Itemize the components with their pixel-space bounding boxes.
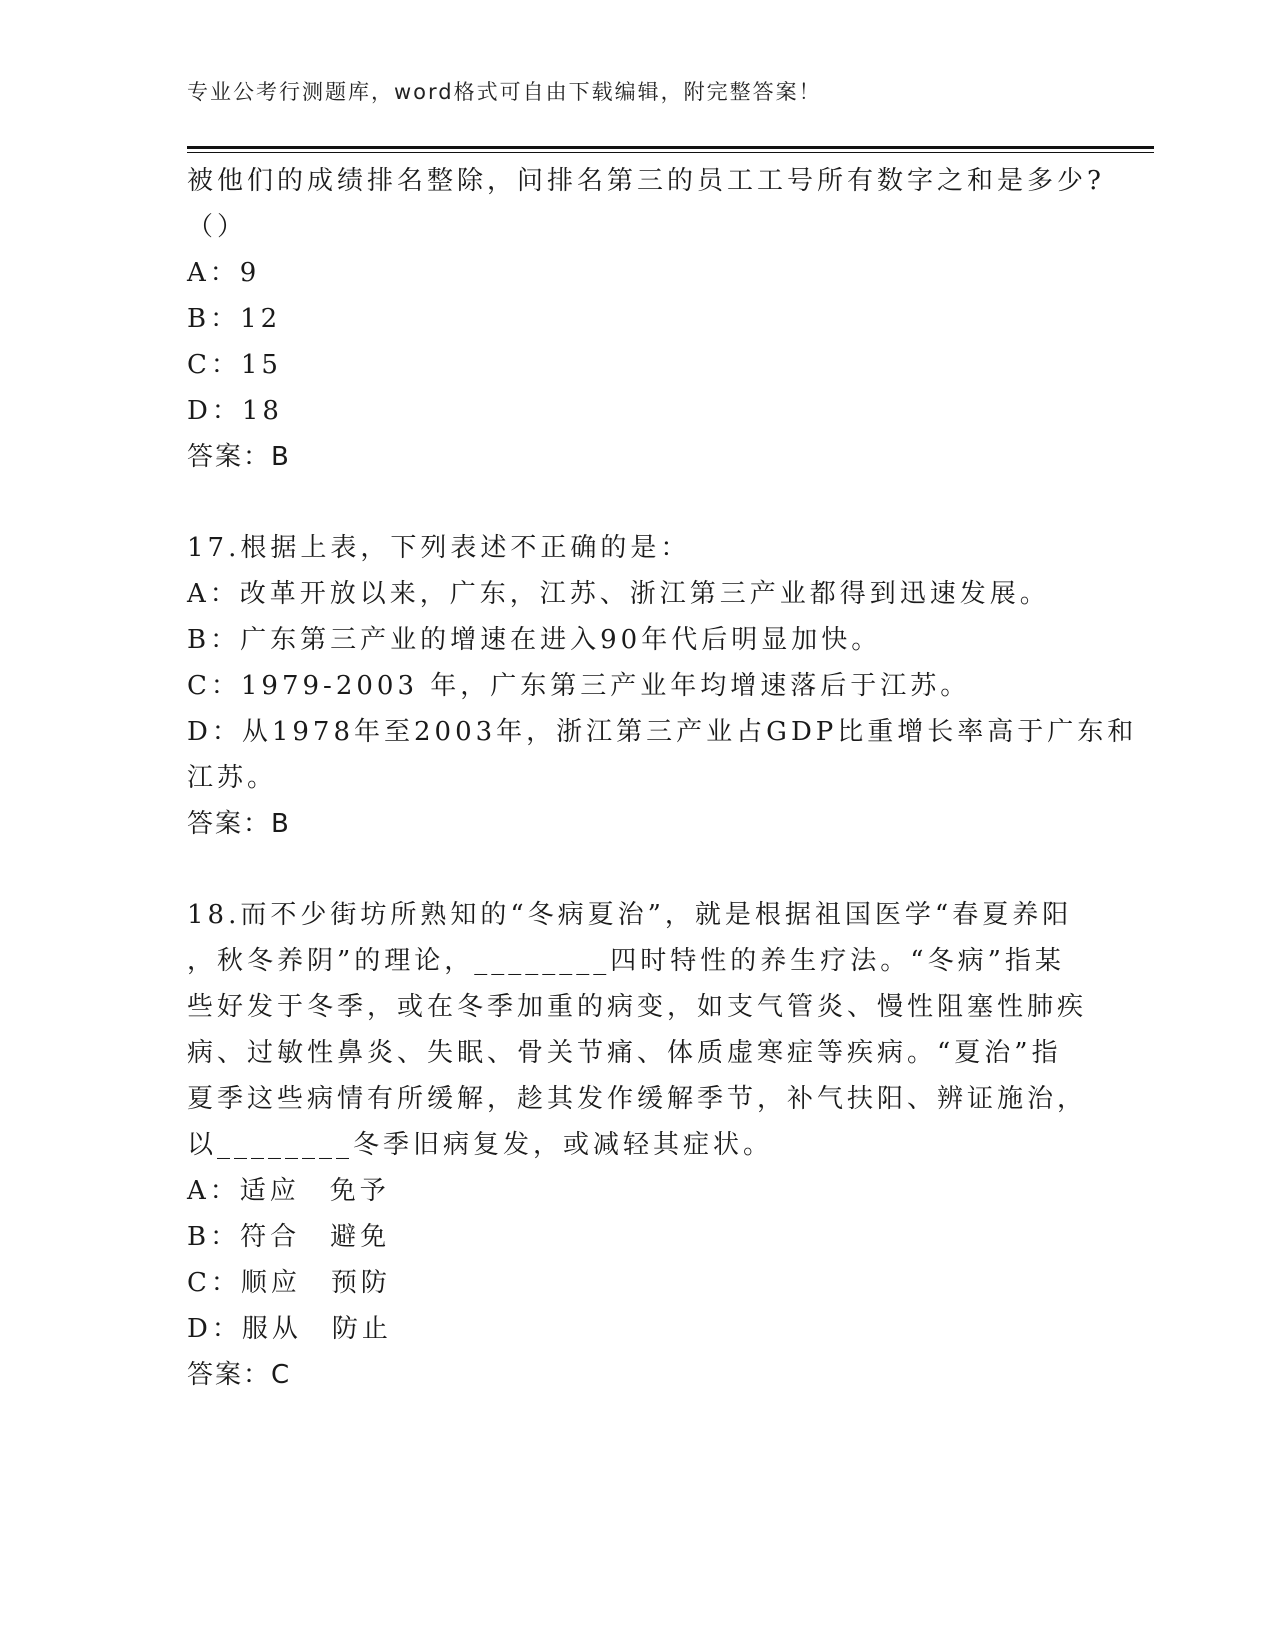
question-17-option-c: C：1979-2003 年，广东第三产业年均增速落后于江苏。 (187, 671, 971, 701)
question-16-option-a: A：9 (187, 258, 261, 288)
question-16-answer: 答案：B (187, 442, 291, 472)
question-18-answer: 答案：C (187, 1360, 292, 1390)
question-18-text-line: ，秋冬养阴”的理论，________四时特性的养生疗法。“冬病”指某 (187, 946, 1065, 976)
question-18-text-line: 以________冬季旧病复发，或减轻其症状。 (187, 1130, 774, 1160)
question-18-text-line: 夏季这些病情有所缓解，趁其发作缓解季节，补气扶阳、辨证施治， (187, 1084, 1088, 1114)
question-16-option-b: B：12 (187, 304, 282, 334)
question-16-option-c: C：15 (187, 350, 282, 380)
page-header: 专业公考行测题库，word格式可自由下载编辑，附完整答案！ (187, 80, 822, 104)
question-17-option-a: A：改革开放以来，广东，江苏、浙江第三产业都得到迅速发展。 (187, 579, 1050, 609)
question-17-option-b: B：广东第三产业的增速在进入90年代后明显加快。 (187, 625, 882, 655)
question-18-option-a: A：适应 免予 (187, 1176, 390, 1206)
question-17-option-d: D：从1978年至2003年，浙江第三产业占GDP比重增长率高于广东和 (187, 717, 1138, 747)
question-16 (187, 158, 1105, 480)
question-16-text-line: （） (187, 212, 248, 242)
spacer (187, 847, 1087, 892)
question-18-option-c: C：顺应 预防 (187, 1268, 391, 1298)
question-16-option-d: D：18 (187, 396, 283, 426)
header-rule-thick (187, 146, 1154, 149)
question-17-option-d-continued: 江苏。 (187, 763, 278, 793)
question-17-answer: 答案：B (187, 809, 291, 839)
question-18-option-b: B：符合 避免 (187, 1222, 391, 1252)
question-17 (187, 525, 1138, 847)
question-18-text-line: 病、过敏性鼻炎、失眠、骨关节痛、体质虚寒症等疾病。“夏治”指 (187, 1038, 1062, 1068)
question-18-option-d: D：服从 防止 (187, 1314, 392, 1344)
spacer (187, 480, 1087, 525)
question-16-text-line: 被他们的成绩排名整除，问排名第三的员工工号所有数字之和是多少? (187, 166, 1105, 196)
question-18-text-line: 些好发于冬季，或在冬季加重的病变，如支气管炎、慢性阻塞性肺疾 (187, 992, 1088, 1022)
question-content (187, 158, 1138, 1398)
header-rule-thin (187, 152, 1154, 153)
question-18 (187, 892, 1087, 1398)
question-18-text-line: 18.而不少街坊所熟知的“冬病夏治”，就是根据祖国医学“春夏养阳 (187, 900, 1073, 930)
question-17-text-line: 17.根据上表，下列表述不正确的是： (187, 533, 691, 563)
